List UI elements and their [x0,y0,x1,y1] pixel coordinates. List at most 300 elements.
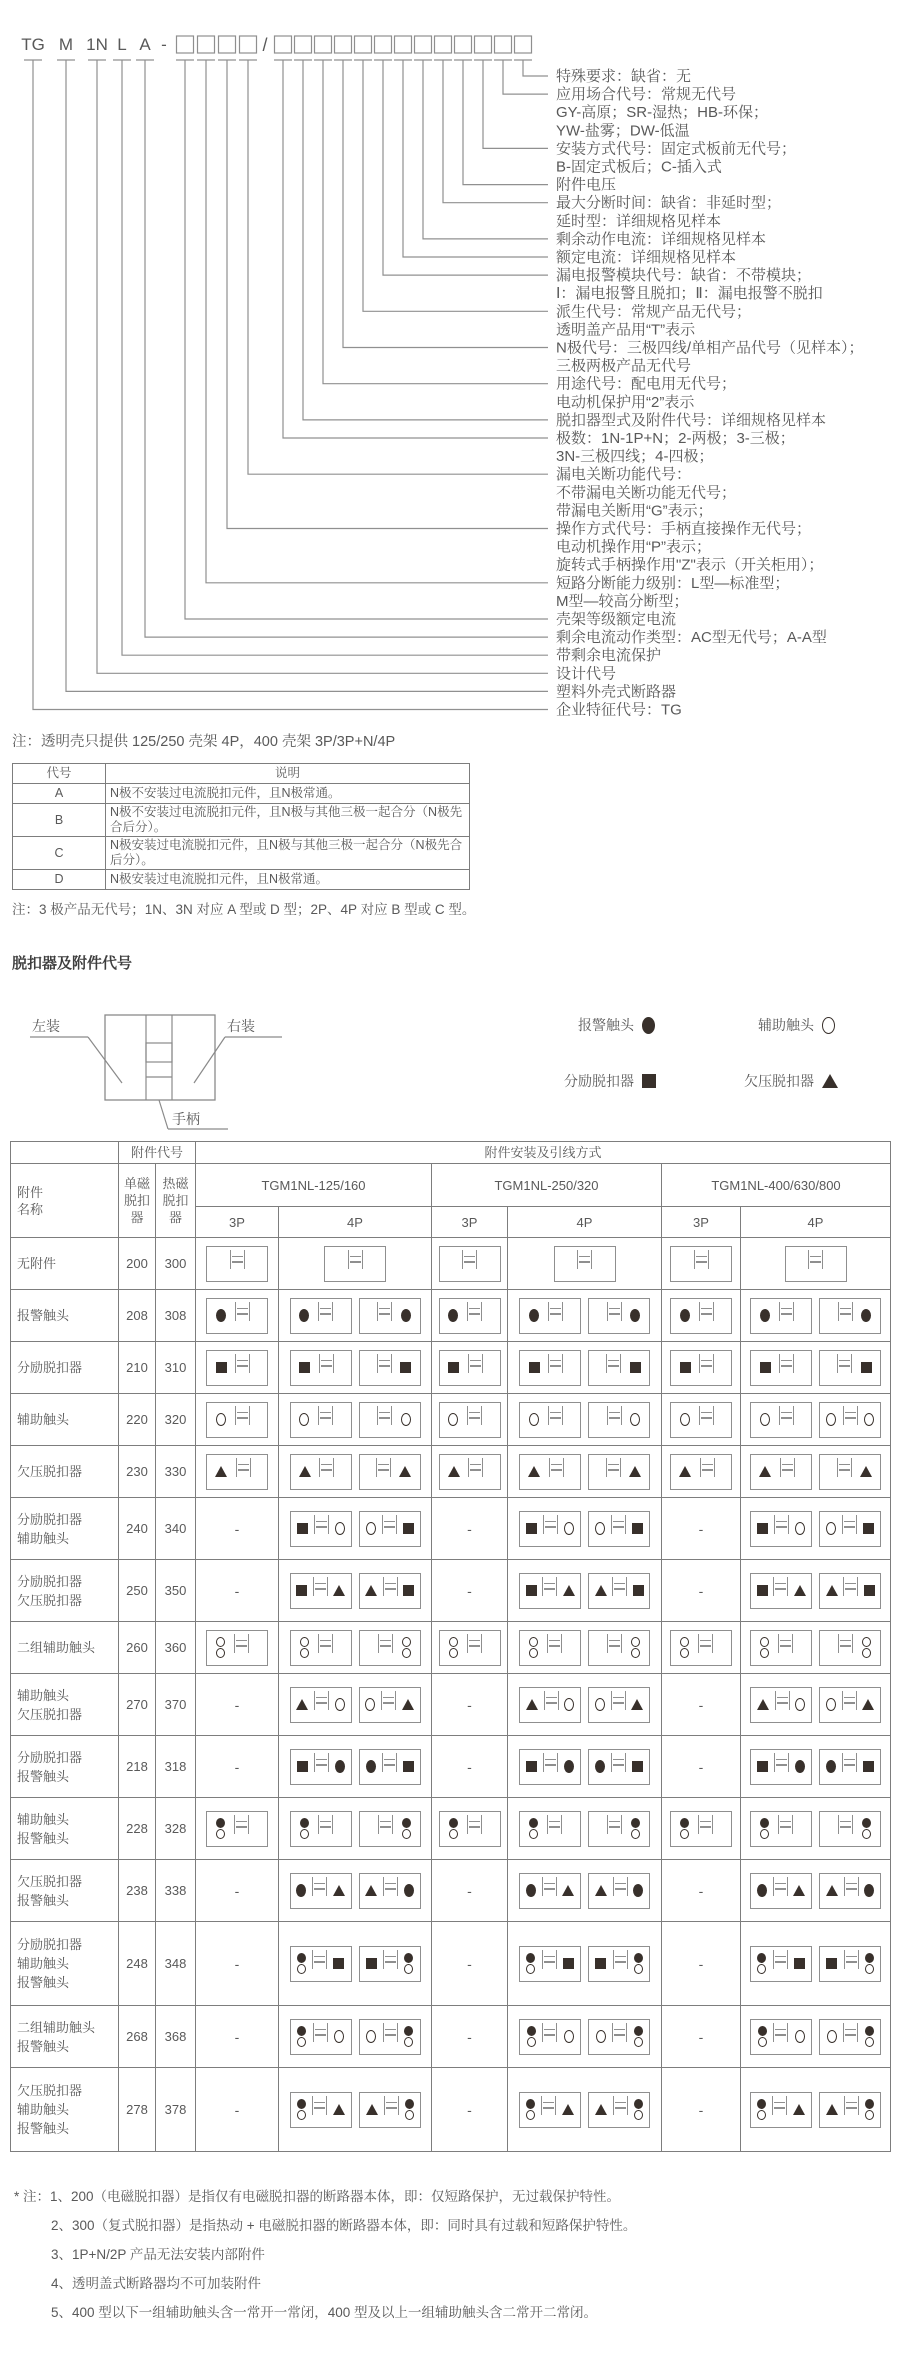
breaker-unit-diagram [206,1630,268,1666]
code-letter: A [139,35,151,54]
shunt-release-symbol [216,1362,227,1373]
breaker-unit-diagram [519,1811,581,1847]
diagram-slot [628,1874,650,1908]
code-table-row [13,784,470,804]
alarm-contact-symbol [826,1760,836,1773]
install-diagram-cell [432,1342,508,1394]
breaker-unit-diagram [206,1811,268,1847]
accessory-table [10,1141,891,2152]
diagram-slot [520,2020,542,2054]
handle-mark [318,1815,333,1834]
diagram-slot [207,1455,236,1489]
install-diagram-cell [741,1798,891,1860]
undervoltage-release-symbol [562,1885,574,1896]
diagram-slot [291,1574,313,1608]
handle-mark [543,1515,558,1534]
diagram-group [434,1350,505,1386]
alarm-contact-symbol [634,2099,643,2109]
handle-mark [607,1815,622,1834]
accessory-row [11,1342,891,1394]
diagram-group [664,1246,738,1282]
diagram-slot [793,1812,811,1846]
auxiliary-contact-symbol [680,1637,689,1647]
auxiliary-contact-symbol [300,1648,309,1658]
diagram-slot [671,1403,699,1437]
install-diagram-cell [508,1238,662,1290]
callout-label: YW-盐雾；DW-低温 [556,122,690,140]
auxiliary-contact-symbol [526,1964,535,1974]
breaker-unit-diagram [750,1873,812,1909]
code-letter: L [117,35,127,54]
legend-item-alarm-contact [578,1015,655,1035]
diagram-slot [398,2020,420,2054]
undervoltage-release-symbol [794,1585,806,1596]
handle-leader [159,1100,168,1129]
diagram-slot [627,2020,649,2054]
diagram-slot [291,1812,318,1846]
diagram-slot [751,1750,774,1784]
accessory-code: 360 [156,1622,196,1674]
install-diagram-cell [741,1498,891,1560]
code-box [240,36,257,53]
handle-mark [377,1302,392,1321]
install-diagram-cell [741,2006,891,2068]
handle-mark [838,1815,853,1834]
diagram-slot [392,1403,420,1437]
shunt-release-symbol [297,1523,308,1534]
auxiliary-contact-symbol [564,2030,574,2043]
diagram-slot [483,1351,500,1385]
callout-line [463,60,548,185]
diagram-slot [563,1403,581,1437]
diagram-group [510,1402,659,1438]
auxiliary-contact-symbol [564,1698,574,1711]
accessory-row [11,1498,891,1560]
diagram-slot [820,1351,837,1385]
pole-header: 4P [508,1207,662,1238]
diagram-slot [589,1299,607,1333]
n-pole-code-table [12,763,470,890]
diagram-slot [820,1874,844,1908]
alarm-contact-symbol [404,1884,414,1897]
alarm-contact-symbol [529,1818,538,1828]
auxiliary-contact-symbol [335,1698,345,1711]
auxiliary-contact-symbol [760,1637,769,1647]
callout-label: 用途代号：配电用无代号； [556,375,737,393]
handle-mark [312,1950,327,1969]
mounting-position-diagram [20,993,350,1135]
auxiliary-contact-symbol [680,1648,689,1658]
install-diagram-cell [662,1238,741,1290]
auxiliary-contact-symbol [865,2110,874,2120]
undervoltage-release-symbol [333,1585,345,1596]
diagram-group [510,1749,659,1785]
diagram-slot [751,1947,773,1981]
accessory-code: 320 [156,1394,196,1446]
accessory-row [11,1560,891,1622]
diagram-slot [627,1574,649,1608]
auxiliary-contact-symbol [297,1964,306,1974]
breaker-unit-diagram [588,1454,650,1490]
diagram-slot [398,1574,420,1608]
shunt-release-symbol [642,1074,656,1088]
breaker-unit-diagram [588,1402,650,1438]
breaker-unit-diagram [670,1402,732,1438]
diagram-slot [328,2020,351,2054]
diagram-group [198,1246,276,1282]
undervoltage-release-symbol [402,1699,414,1710]
auxiliary-contact-symbol [449,1637,458,1647]
diagram-slot [622,1631,649,1665]
callout-label: 电动机保护用“2”表示 [556,393,695,411]
footnote-line: 2、300（复式脱扣器）是指热动 + 电磁脱扣器的断路器本体，即：同时具有过载和短路保护特性。 [51,2218,637,2233]
breaker-unit-diagram [819,1811,881,1847]
diagram-slot [360,1351,377,1385]
breaker-unit-diagram [290,2019,352,2055]
callout-label: 附件电压 [556,176,617,194]
handle-mark [844,1877,859,1896]
accessory-code: 328 [156,1798,196,1860]
accessory-name: 二组辅助触头 [11,1622,119,1674]
diagram-slot [558,1512,580,1546]
code-box [295,36,312,53]
auxiliary-contact-symbol [865,1964,874,1974]
alarm-contact-symbol [401,1309,411,1322]
install-diagram-cell [662,1394,741,1446]
accessory-code: 310 [156,1342,196,1394]
handle-mark [235,1302,250,1321]
callout-label: 设计代号 [556,665,617,683]
accessory-row [11,1238,891,1290]
breaker-unit-diagram [750,1749,812,1785]
handle-mark [314,1691,329,1710]
callout-line [443,60,548,203]
diagram-group [743,1246,888,1282]
legend-row [0,985,900,1135]
not-available: - [662,1736,741,1798]
diagram-slot [291,1512,314,1546]
undervoltage-release-symbol [793,1885,805,1896]
diagram-slot [391,1455,420,1489]
alarm-contact-symbol [595,1760,605,1773]
handle-mark [542,2023,557,2042]
undervoltage-release-symbol [679,1466,691,1477]
diagram-group [510,1946,659,1982]
not-available: - [662,1922,741,2006]
breaker-unit-diagram [588,1687,650,1723]
callout-line [323,60,548,384]
accessory-code: 340 [156,1498,196,1560]
diagram-group [743,1402,888,1438]
callout-label: 旋转式手柄操作用"Z"表示（开关柜用）； [556,556,824,574]
auxiliary-contact-symbol [760,1413,770,1426]
accessory-name: 分励脱扣器 辅助触头 [11,1498,119,1560]
breaker-unit-diagram [819,2019,881,2055]
code-description: N极不安装过电流脱扣元件，且N极与其他三极一起合分（N极先合后分）。 [106,804,470,837]
install-diagram-cell [741,1238,891,1290]
accessory-name: 欠压脱扣器 [11,1446,119,1498]
auxiliary-contact-symbol [449,1829,458,1839]
handle-mark [542,1950,557,1969]
diagram-slot [589,1812,607,1846]
alarm-contact-symbol [366,1760,376,1773]
breaker-unit-diagram [519,2092,581,2128]
diagram-slot [329,1512,351,1546]
install-diagram-cell [741,1560,891,1622]
callout-label: 安装方式代号：固定式板前无代号； [556,140,797,158]
install-diagram-cell [508,2006,662,2068]
handle-mark [607,1406,622,1425]
code-value: B [13,804,106,837]
diagram-slot [207,1631,234,1665]
auxiliary-contact-symbol [366,2030,376,2043]
not-available: - [432,1674,508,1736]
handle-mark [838,1302,853,1321]
diagram-slot [291,1351,319,1385]
install-diagram-cell [508,1860,662,1922]
auxiliary-contact-symbol [402,1637,411,1647]
install-diagram-cell [741,2068,891,2152]
diagram-slot [329,1688,351,1722]
auxiliary-contact-symbol [334,2030,344,2043]
auxiliary-contact-symbol [760,1829,769,1839]
diagram-group [664,1811,738,1847]
callout-label: 剩余电流动作类型：AC型无代号；A-A型 [556,629,827,647]
diagram-slot [392,1299,420,1333]
install-diagram-cell [741,1394,891,1446]
breaker-unit-diagram [750,1630,812,1666]
auxiliary-contact-symbol [297,2110,306,2120]
diagram-group [281,1749,429,1785]
handle-mark [611,1691,626,1710]
code-table-header-desc: 说明 [106,764,470,784]
pole-header: 3P [196,1207,279,1238]
auxiliary-contact-symbol [826,1413,836,1426]
undervoltage-release-symbol [366,2104,378,2115]
diagram-slot [291,1947,313,1981]
code-table-row [13,837,470,870]
diagram-slot [291,1750,314,1784]
not-available: - [662,2068,741,2152]
accessory-name: 分励脱扣器 [11,1342,119,1394]
diagram-slot [820,1512,842,1546]
diagram-slot [852,1455,881,1489]
auxiliary-contact-symbol [634,2037,643,2047]
breaker-unit-diagram [519,1749,581,1785]
diagram-slot [626,1750,649,1784]
diagram-group [510,2092,659,2128]
undervoltage-release-symbol [528,1466,540,1477]
footnote-line: 4、透明盖式断路器均不可加装附件 [51,2276,262,2291]
diagram-slot [751,1455,780,1489]
code-table-note: 注：3 极产品无代号；1N、3N 对应 A 型或 D 型；2P、4P 对应 B 型或 C 型。 [12,902,476,917]
handle-mark [843,2023,858,2042]
diagram-slot [789,1512,811,1546]
alarm-contact-symbol [299,1309,309,1322]
handle-mark [779,1302,794,1321]
breaker-unit-diagram [359,1749,421,1785]
accessory-name: 无附件 [11,1238,119,1290]
diagram-slot [397,1750,420,1784]
accessory-name: 分励脱扣器 报警触头 [11,1736,119,1798]
diagram-slot [440,1247,463,1281]
diagram-slot [207,1812,234,1846]
install-diagram-cell [741,1342,891,1394]
diagram-slot [820,1750,842,1784]
diagram-slot [562,1631,580,1665]
diagram-group [434,1630,505,1666]
handle-mark [698,1634,713,1653]
diagram-slot [589,1947,613,1981]
breaker-unit-diagram [819,1350,881,1386]
code-letter: M [58,35,74,54]
diagram-slot [853,1299,881,1333]
diagram-group [198,1298,276,1334]
undervoltage-release-symbol [793,2104,805,2115]
diagram-group [281,1298,429,1334]
code-box [335,36,352,53]
handle-mark [468,1354,483,1373]
diagram-slot [857,1512,880,1546]
breaker-unit-diagram [519,1402,581,1438]
code-box [315,36,332,53]
alarm-contact-symbol [526,1953,535,1963]
undervoltage-release-symbol [757,1699,769,1710]
diagram-slot [520,1631,547,1665]
undervoltage-release-symbol [333,2104,345,2115]
diagram-slot [291,1403,319,1437]
install-diagram-cell [508,1736,662,1798]
install-diagram-cell [196,1394,279,1446]
diagram-slot [333,1631,351,1665]
handle-mark [844,2096,859,2115]
breaker-unit-diagram [519,2019,581,2055]
diagram-slot [440,1351,468,1385]
diagram-slot [360,1631,378,1665]
diagram-slot [250,1351,267,1385]
not-available: - [196,1674,279,1736]
callout-label: M型—较高分断型； [556,592,689,610]
pole-header: 4P [279,1207,432,1238]
code-table-row [13,870,470,890]
breaker-unit-diagram [588,1630,650,1666]
frame-header: TGM1NL-250/320 [432,1164,662,1207]
diagram-group [743,1511,888,1547]
code-box [435,36,452,53]
auxiliary-contact-symbol [529,1637,538,1647]
callout-label: 3N-三极四线；4-四极； [556,448,714,466]
install-diagram-cell [279,1798,432,1860]
diagram-slot [333,1812,351,1846]
callout-line [483,60,548,148]
accessory-code: 330 [156,1446,196,1498]
diagram-slot [714,1403,732,1437]
diagram-slot [714,1351,731,1385]
right-mount-label: 右装 [227,1018,255,1034]
alarm-contact-symbol [296,1884,306,1897]
breaker-unit-diagram [819,1402,881,1438]
diagram-slot [751,1631,778,1665]
footnote-line: * 注：1、200（电磁脱扣器）是指仅有电磁脱扣器的断路器本体，即：仅短路保护，无过载保护特性。 [14,2189,621,2204]
diagram-slot [291,1631,318,1665]
accessory-code: 218 [119,1736,156,1798]
diagram-slot [859,1947,881,1981]
undervoltage-release-symbol [448,1466,460,1477]
diagram-slot [520,1299,548,1333]
breaker-unit-diagram [670,1298,732,1334]
diagram-group [743,1630,888,1666]
diagram-group [743,1749,888,1785]
install-diagram-cell [432,1622,508,1674]
breaker-unit-diagram [359,1454,421,1490]
diagram-slot [482,1403,500,1437]
diagram-slot [589,1455,606,1489]
breaker-unit-diagram [588,1298,650,1334]
handle-mark [837,1354,852,1373]
code-description: N极安装过电流脱扣元件，且N极与其他三极一起合分（N极先合后分）。 [106,837,470,870]
handle-grip [146,1043,172,1062]
breaker-unit-diagram [750,1402,812,1438]
undervoltage-release-symbol [399,1466,411,1477]
not-available: - [432,1922,508,2006]
handle-mark [843,1406,858,1425]
diagram-slot [789,1750,811,1784]
undervoltage-release-symbol [333,1885,345,1896]
undervoltage-release-symbol [296,1699,308,1710]
callout-line [227,60,548,529]
diagram-slot [671,1351,699,1385]
handle-mark [467,1634,482,1653]
auxiliary-contact-symbol [795,2030,805,2043]
alarm-contact-symbol [757,1884,767,1897]
alarm-contact-symbol [865,2026,874,2036]
diagram-slot [820,1947,844,1981]
breaker-unit-diagram [588,2019,650,2055]
callout-label: 派生代号：常规产品无代号； [556,303,752,321]
undervoltage-release-symbol [365,1585,377,1596]
accessory-code: 270 [119,1674,156,1736]
callout-label: 三极两极产品无代号 [556,357,692,375]
auxiliary-contact-symbol [402,1648,411,1658]
handle-mark [694,1250,709,1269]
install-diagram-cell [662,1290,741,1342]
breaker-unit-diagram [588,1350,650,1386]
undervoltage-release-symbol [526,1699,538,1710]
breaker-unit-diagram [206,1246,268,1282]
handle-mark [842,1691,857,1710]
diagram-slot [250,1299,268,1333]
diagram-slot [563,1351,580,1385]
shunt-release-symbol [526,1585,537,1596]
footnote-line: 3、1P+N/2P 产品无法安装内部附件 [51,2247,265,2262]
callout-line [122,60,548,655]
accessory-row [11,1394,891,1446]
diagram-slot [628,1947,650,1981]
handle-mark [808,1250,823,1269]
callout-line [523,60,548,76]
shunt-release-symbol [526,1523,537,1534]
auxiliary-contact-symbol [680,1829,689,1839]
alarm-contact-symbol [757,2099,766,2109]
handle-mark [842,1515,857,1534]
handle-mark [235,1406,250,1425]
breaker-unit-diagram [290,1573,352,1609]
breaker-unit-diagram [359,1298,421,1334]
diagram-slot [291,2020,313,2054]
accessory-code: 228 [119,1798,156,1860]
callout-line [33,60,548,710]
shunt-release-symbol [526,1761,537,1772]
